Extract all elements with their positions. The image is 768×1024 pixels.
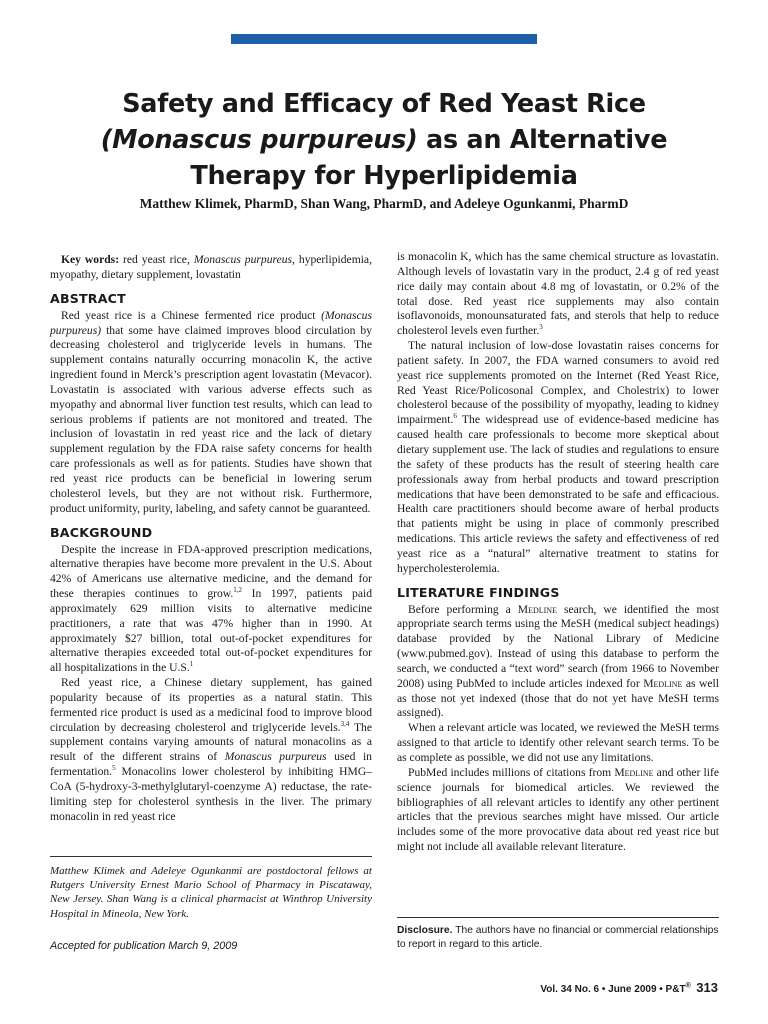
right-paragraph-1: The natural inclusion of low-dose lovastatin raises concerns for patient safety. In 2007, the FDA warned consumers to avoid red yeast rice supplements promoted on the Internet (Red Yeast Rice, Red Yeast Rice/Policosonal Complex, and Cholestrix) to lower cholesterol because of the possibility of myopathy, leading to kidney impairment.$^6$ The widespread use of evidence-based medicine has caused health care professionals to become more skeptical about dietary supplement use. The lack of studies and regulations to ensure the safety of these products has the result of steering health care professionals away from herbal products and toward prescription medications that have been demonstrated to be safe and efficacious. Health care practitioners should become aware of herbal products that patients might be using in place of commonly prescribed medications. This article reviews the safety and effectiveness of red yeast rice as a “natural” alternative treatment to statins for hypercholesterolemia. xyxy=(397,339,719,575)
citation: 3 xyxy=(539,323,543,332)
keywords-label: Key words: xyxy=(61,253,120,266)
issue-info: Vol. 34 No. 6 • June 2009 • P&T xyxy=(540,984,686,995)
page-footer xyxy=(540,980,718,995)
keywords: Key words: red yeast rice, Monascus purpureus, hyperlipidemia, myopathy, dietary supplement, lovastatin xyxy=(50,253,372,281)
title-line-1: Safety and Efficacy of Red Yeast Rice xyxy=(122,89,646,119)
header-accent-bar xyxy=(231,34,537,44)
right-column xyxy=(397,250,719,855)
disclosure xyxy=(397,924,719,953)
title-line-3: Therapy for Hyperlipidemia xyxy=(190,161,578,191)
article-title xyxy=(40,86,728,194)
disclosure-text: The authors have no financial or commercial relationships to report in regard to this article. xyxy=(397,925,719,951)
page-number: 313 xyxy=(696,980,718,995)
title-line-2 xyxy=(40,122,728,158)
abstract-paragraph: Red yeast rice is a Chinese fermented rice product (Monascus purpureus) that some have claimed improves blood circulation by decreasing cholesterol and triglyceride levels in humans. The supplement contains naturally occurring monacolin K, the active ingredient found in Merck’s prescription agent lovastatin (Mevacor). Lovastatin is associated with various adverse effects such as myopathy and abnormal liver function test results, which can lead to serious problems if patients are not monitored and treated. The inclusion of lovastatin in red yeast rice and the lack of dietary supplement regulation by the FDA raise safety concerns for health care professionals as well as for patients. Studies have shown that red yeast rice products can be beneficial in lowering serum cholesterol levels, but they are not without risk. Furthermore, product uniformity, purity, labeling, and safety cannot be guaranteed. xyxy=(50,308,372,515)
literature-paragraph-3: PubMed includes millions of citations from Medline and other life science journals for biomedical articles. We reviewed the bibliographies of all relevant articles to identify any other pertinent articles that the previous searches might have missed. Our article includes some of the more provocative data about red yeast rice but might not include all available relevant literature. xyxy=(397,765,719,854)
literature-paragraph-1: Before performing a Medline search, we identified the most appropriate search terms using the MeSH (medical subject headings) database provided by the National Library of Medicine (www.pubmed.gov). Instead of using this database to perform the search, we conducted a “text word” search (from 1966 to November 2008) using PubMed to include articles indexed for Medline as well as those not yet indexed (those that do not yet have MeSH terms assigned). xyxy=(397,602,719,720)
author-list: Matthew Klimek, PharmD, Shan Wang, PharmD, and Adeleye Ogunkanmi, PharmD xyxy=(139,196,629,211)
continued-paragraph: is monacolin K, which has the same chemical structure as lovastatin. Although levels of lovastatin vary in the product, 2.4 g of red yeast rice daily may contain about 4.8 mg of lovastatin, or 0.2% of the total dose. Red yeast rice supplements may also contain isoflavonoids, monounsaturated fats, and sterols that help to reduce cholesterol levels even further.$^3$ xyxy=(397,250,719,338)
background-heading: BACKGROUND xyxy=(50,524,153,540)
title-line-2-rest: as an Alternative xyxy=(417,125,668,155)
disclosure-rule xyxy=(397,917,719,918)
author-affiliation-footnote: Matthew Klimek and Adeleye Ogunkanmi are postdoctoral fellows at Rutgers University Ernest Mario School of Pharmacy in Piscataway, New Jersey. Shan Wang is a clinical pharmacist at Winthrop University Hospital in Mineola, New York. xyxy=(50,865,372,920)
citation: 1 xyxy=(189,660,194,669)
left-column xyxy=(50,253,372,825)
background-paragraph-1: Despite the increase in FDA-approved prescription medications, alternative therapies have become more prevalent in the U.S. About 42% of Americans use alternative medicine, and the demand for these therapies continues to grow.$^{1,2}$ In 1997, patients paid approximately 629 million visits to alternative medicine practitioners, a rate that was 47% higher than in 1990. At approximately $27 billion, total out-of-pocket expenditures for alternative therapies exceeded total out-of-pocket expenditures for all hospitalizations in the U.S.$^1$ xyxy=(50,542,373,675)
title-italic-species: (Monascus purpureus) xyxy=(100,125,418,155)
literature-paragraph-2: When a relevant article was located, we reviewed the MeSH terms assigned to that article to identify other relevant search terms. To be as complete as possible, we did not use any limitations. xyxy=(397,721,719,764)
accepted-date: Accepted for publication March 9, 2009 xyxy=(50,940,238,952)
literature-findings-heading: LITERATURE FINDINGS xyxy=(397,584,560,600)
registered-mark: ® xyxy=(685,982,691,990)
citation: 5 xyxy=(112,764,116,773)
citation: 3,4 xyxy=(340,719,350,728)
citation: 6 xyxy=(453,412,457,421)
abstract-heading: ABSTRACT xyxy=(50,290,126,306)
disclosure-label: Disclosure. xyxy=(397,925,453,936)
footnote-rule xyxy=(50,856,372,857)
citation: 1,2 xyxy=(233,586,243,595)
background-paragraph-2: Red yeast rice, a Chinese dietary supplement, has gained popularity because of its properties as a natural statin. This fermented rice product is used as a medicinal food to improve blood circulation by decreasing cholesterol and triglyceride levels.$^{3,4}$ The supplement contains varying amounts of natural monacolins as a result of the different strains of Monascus purpureus used in fermentation.$^5$ Monacolins lower cholesterol by inhibiting HMG–CoA (5-hydroxy-3-methylglutaryl-coenzyme A) reductase, the rate-limiting step for cholesterol synthesis in the liver. The primary monacolin in red yeast rice xyxy=(50,676,372,823)
